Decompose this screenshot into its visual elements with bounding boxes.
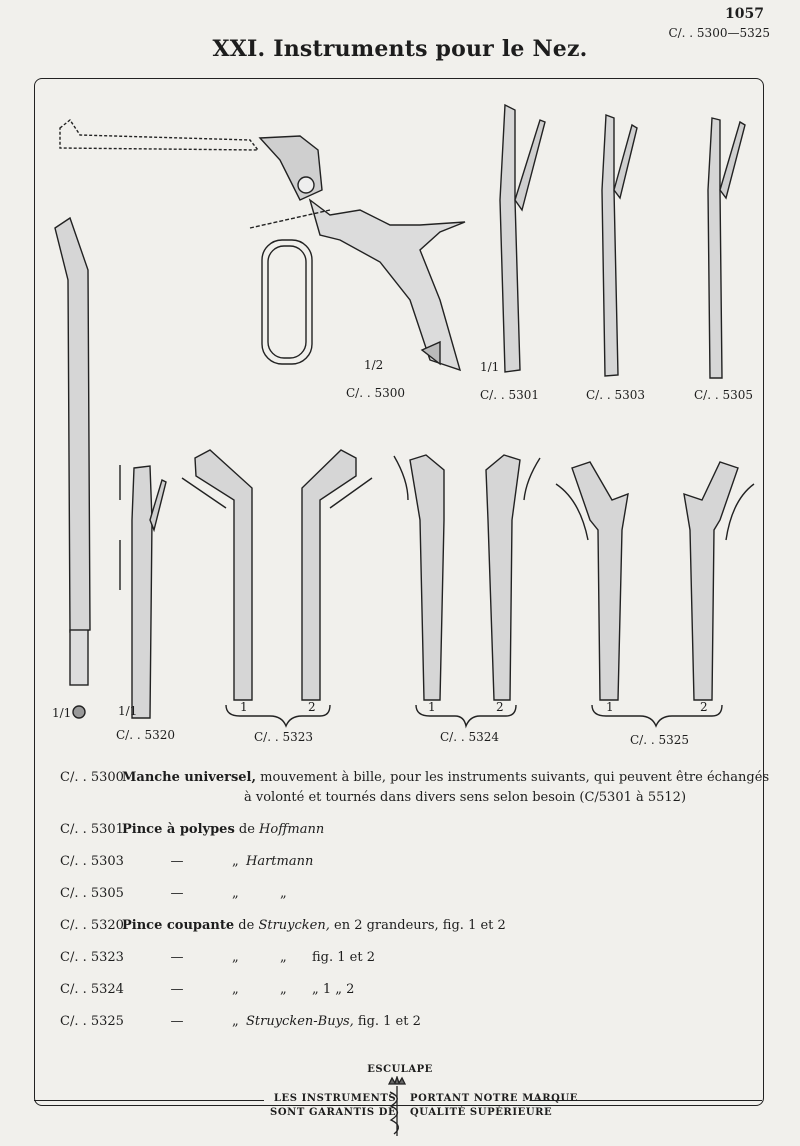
entry-text: de (234, 822, 260, 837)
footer-rule-left (34, 1100, 264, 1101)
polyp-forceps-5303-illustration (602, 115, 637, 376)
entry-text: de (234, 918, 259, 933)
entry-5320 (60, 918, 506, 933)
footer-right-line2: QUALITÉ SUPÉRIEURE (410, 1107, 553, 1118)
fig-number-5324-1: 1 (428, 700, 436, 714)
entry-author: Struycken, (258, 918, 330, 933)
cutting-forceps-5324-fig1-illustration (394, 455, 444, 700)
entry-author: Hartmann (246, 854, 314, 869)
cutting-forceps-5325-fig1-illustration (556, 462, 628, 700)
entry-ditto: „ (232, 854, 239, 869)
entry-text-2: „ 1 „ 2 (312, 982, 355, 997)
figure-label-5303: C/. . 5303 (586, 388, 646, 402)
entry-5300 (60, 770, 769, 785)
footer-left-line1: LES INSTRUMENTS (273, 1093, 397, 1104)
page-number: 1057 (725, 6, 764, 22)
fig-number-5323-2: 2 (308, 700, 316, 714)
entry-code: C/. . 5324 (60, 982, 124, 997)
cutting-forceps-5324-fig2-illustration (486, 455, 540, 700)
entry-dash: — (170, 854, 184, 869)
cutting-forceps-5325-fig2-illustration (684, 462, 754, 700)
entry-code: C/. . 5320 (60, 918, 124, 933)
figure-label-5305: C/. . 5305 (694, 388, 754, 402)
entry-code: C/. . 5300 (60, 770, 124, 785)
entry-5325 (60, 1014, 421, 1029)
entry-text: mouvement à bille, pour les instruments suivants, qui peuvent être échangés (256, 770, 770, 785)
entry-5300-line2 (244, 790, 686, 805)
scale-half-5300: 1/2 (364, 358, 384, 372)
entry-ditto: „ (232, 886, 239, 901)
entry-text-line2: à volonté et tournés dans divers sens selon besoin (C/5301 à 5512) (244, 790, 687, 805)
entry-ditto: „ (232, 982, 239, 997)
cutting-forceps-5323-fig1-illustration (182, 450, 252, 700)
entry-name: Manche universel, (122, 770, 256, 785)
entry-dash: — (170, 950, 184, 965)
footer-guarantee-left (270, 1092, 396, 1120)
footer-guarantee-right (410, 1092, 578, 1120)
entry-code: C/. . 5301 (60, 822, 124, 837)
entry-5301 (60, 822, 324, 837)
entry-code: C/. . 5325 (60, 1014, 124, 1029)
scale-one-5320: 1/1 (118, 704, 138, 718)
footer-right-line1: PORTANT NOTRE MARQUE (410, 1093, 578, 1104)
caduceus-logo-icon (384, 1076, 410, 1140)
entry-author: Struycken-Buys, (246, 1014, 354, 1029)
polyp-forceps-5301-illustration (500, 105, 545, 372)
entry-ditto-2: „ (280, 950, 287, 965)
fig-number-5325-1: 1 (606, 700, 614, 714)
entry-text-2: fig. 1 et 2 (353, 1014, 421, 1029)
cutting-forceps-5320-illustration (120, 465, 166, 718)
fig-number-5325-2: 2 (700, 700, 708, 714)
figure-label-5300: C/. . 5300 (346, 386, 406, 400)
entry-dash: — (170, 1014, 184, 1029)
entry-author: Hoffmann (259, 822, 325, 837)
figure-label-5320: C/. . 5320 (116, 728, 176, 742)
universal-handle-5300-illustration (60, 120, 465, 370)
figure-label-5325: C/. . 5325 (630, 733, 690, 747)
fig-number-5324-2: 2 (496, 700, 504, 714)
footer-brand: ESCULAPE (367, 1064, 433, 1075)
figure-label-5301: C/. . 5301 (480, 388, 540, 402)
entry-ditto-2: „ (280, 886, 287, 901)
page-title: XXI. Instruments pour le Nez. (212, 36, 588, 62)
footer-left-line2: SONT GARANTIS DE (270, 1107, 397, 1118)
fig-number-5323-1: 1 (240, 700, 248, 714)
entry-dash: — (170, 886, 184, 901)
entry-code: C/. . 5303 (60, 854, 124, 869)
entry-5303 (60, 854, 313, 869)
scale-one-5301: 1/1 (480, 360, 500, 374)
entry-name: Pince à polypes (122, 822, 235, 837)
entry-code: C/. . 5323 (60, 950, 124, 965)
entry-ditto-2: „ (280, 982, 287, 997)
entry-text-2: fig. 1 et 2 (312, 950, 375, 965)
entry-5323 (60, 950, 375, 965)
figure-label-5323: C/. . 5323 (254, 730, 314, 744)
page-range: C/. . 5300—5325 (668, 26, 770, 40)
entry-ditto: „ (232, 950, 239, 965)
entry-text-2: en 2 grandeurs, fig. 1 et 2 (329, 918, 506, 933)
entry-code: C/. . 5305 (60, 886, 124, 901)
entry-dash: — (170, 982, 184, 997)
long-rod-instrument-illustration (55, 218, 90, 718)
entry-5305 (60, 886, 287, 901)
figure-label-5324: C/. . 5324 (440, 730, 500, 744)
entry-ditto: „ (232, 1014, 239, 1029)
cutting-forceps-5323-fig2-illustration (302, 450, 372, 700)
polyp-forceps-5305-illustration (708, 118, 745, 378)
scale-one-rod: 1/1 (52, 706, 72, 720)
entry-name: Pince coupante (122, 918, 235, 933)
entry-5324 (60, 982, 354, 997)
